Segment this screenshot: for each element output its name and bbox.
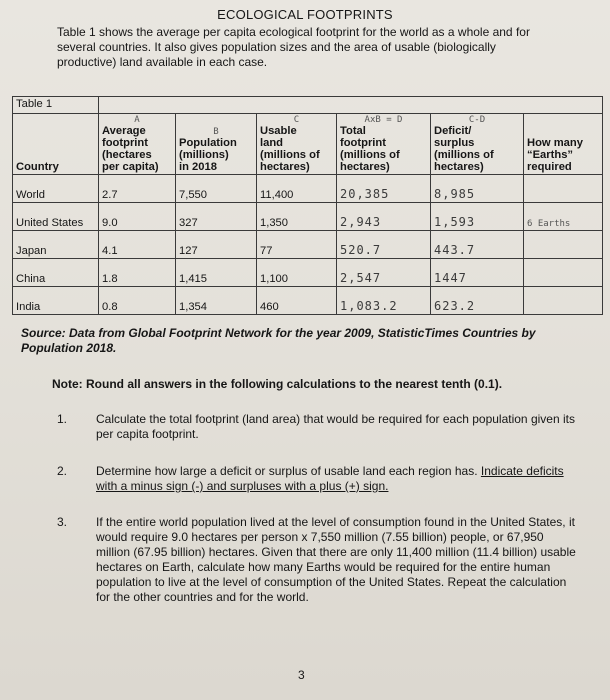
question-underlined-text: Indicate deficits with a minus sign (-) and surpluses with a plus (+) sign. — [96, 464, 564, 493]
cell-earths: 6 Earths — [524, 203, 603, 231]
cell-deficit: 1447 — [431, 259, 524, 287]
header-country: Country — [13, 114, 99, 175]
cell-population: 1,354 — [176, 287, 257, 315]
cell-earths — [524, 259, 603, 287]
cell-total: 1,083.2 — [337, 287, 431, 315]
cell-footprint: 0.8 — [99, 287, 176, 315]
cell-total: 2,943 — [337, 203, 431, 231]
source-citation: Source: Data from Global Footprint Network for the year 2009, StatisticTimes Countries by Population 2018. — [21, 326, 536, 355]
cell-land: 1,100 — [257, 259, 337, 287]
cell-deficit: 443.7 — [431, 231, 524, 259]
cell-footprint: 4.1 — [99, 231, 176, 259]
cell-land: 11,400 — [257, 175, 337, 203]
page-title: ECOLOGICAL FOOTPRINTS — [217, 7, 393, 22]
question-text: If the entire world population lived at the level of consumption found in the United States, it would require 9.0 hectares per person x 7,550 million (7.55 billion) people, or 67,950 million (67.95 billion) hectares. Given that there are only 11,400 million (11.4 billion) usable hectares on Earth, calculate how many Earths would be required for the entire human population to live at the level of consumption of the United States. Repeat the calculation for the other countries and for the world. — [96, 515, 576, 604]
table-caption: Table 1 — [13, 97, 99, 114]
cell-population: 1,415 — [176, 259, 257, 287]
table-row — [13, 287, 603, 315]
col-mark-a: A — [134, 115, 140, 125]
question-text: Determine how large a deficit or surplus of usable land each region has. Indicate deficits with a minus sign (-) and surpluses with a plus (+) sign. — [96, 464, 564, 493]
header-deficit: C-D Deficit/ surplus (millions of hectares) — [431, 114, 524, 175]
header-earths: How many “Earths” required — [524, 114, 603, 175]
cell-land: 77 — [257, 231, 337, 259]
cell-deficit: 8,985 — [431, 175, 524, 203]
table-row — [13, 259, 603, 287]
cell-deficit: 623.2 — [431, 287, 524, 315]
col-mark-d: AxB = D — [364, 115, 403, 125]
table-row — [13, 231, 603, 259]
question-text: Calculate the total footprint (land area) that would be required for each population given its per capita footprint. — [96, 412, 575, 441]
header-total: AxB = D Total footprint (millions of hectares) — [337, 114, 431, 175]
col-mark-b: B — [213, 127, 219, 137]
header-population: B Population (millions) in 2018 — [176, 114, 257, 175]
cell-land: 1,350 — [257, 203, 337, 231]
cell-total: 520.7 — [337, 231, 431, 259]
cell-earths — [524, 175, 603, 203]
cell-country: Japan — [13, 231, 99, 259]
page-number: 3 — [298, 668, 305, 682]
cell-deficit: 1,593 — [431, 203, 524, 231]
cell-country: India — [13, 287, 99, 315]
rounding-note: Note: Round all answers in the following calculations to the nearest tenth (0.1). — [52, 377, 503, 391]
cell-earths — [524, 231, 603, 259]
cell-total: 20,385 — [337, 175, 431, 203]
cell-country: United States — [13, 203, 99, 231]
cell-population: 327 — [176, 203, 257, 231]
question-number: 1. — [57, 412, 68, 426]
intro-paragraph: Table 1 shows the average per capita ecological footprint for the world as a whole and for several countries. It also gives population sizes and the area of usable (biologically productive) land available in each case. — [57, 25, 530, 69]
cell-earths — [524, 287, 603, 315]
cell-country: China — [13, 259, 99, 287]
table-row — [13, 203, 603, 231]
col-mark-c: C — [293, 115, 300, 125]
cell-footprint: 9.0 — [99, 203, 176, 231]
cell-population: 7,550 — [176, 175, 257, 203]
cell-footprint: 2.7 — [99, 175, 176, 203]
footprint-table — [12, 96, 603, 315]
cell-land: 460 — [257, 287, 337, 315]
col-mark-cd: C-D — [468, 115, 486, 125]
cell-total: 2,547 — [337, 259, 431, 287]
question-number: 2. — [57, 464, 68, 478]
header-land: C Usable land (millions of hectares) — [257, 114, 337, 175]
header-footprint: A Average footprint (hectares per capita) — [99, 114, 176, 175]
cell-footprint: 1.8 — [99, 259, 176, 287]
cell-country: World — [13, 175, 99, 203]
question-number: 3. — [57, 515, 68, 529]
table-row — [13, 175, 603, 203]
cell-population: 127 — [176, 231, 257, 259]
